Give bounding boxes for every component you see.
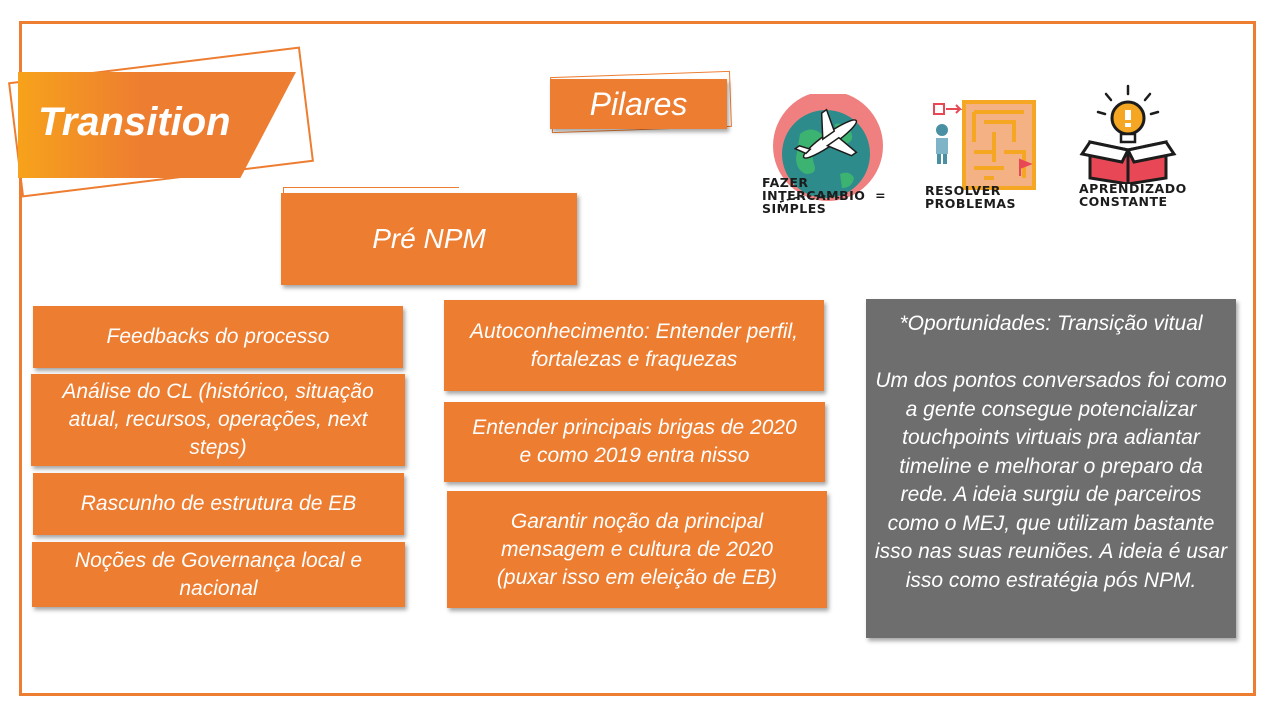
- middle-item-1-text: Autoconhecimento: Entender perfil, fortalezas e fraquezas: [469, 319, 799, 371]
- pillar-intercambio-line-2: INTERCAMBIO =: [762, 188, 887, 203]
- note-heading: *Oportunidades: Transição vitual: [899, 312, 1203, 335]
- left-item-2: [31, 374, 405, 466]
- left-item-1: [33, 306, 403, 368]
- slide-title: Transition: [38, 100, 231, 144]
- pillar-aprendizado-label: [1079, 182, 1187, 208]
- left-item-3: [33, 473, 404, 535]
- pilares-label-text: Pilares: [589, 86, 688, 122]
- left-item-3-text: Rascunho de estrutura de EB: [80, 492, 357, 515]
- opportunities-note: [866, 299, 1236, 638]
- pillar-intercambio-label: [762, 176, 886, 215]
- middle-item-3: [447, 491, 827, 608]
- note-spacer: [866, 339, 1236, 368]
- pillar-aprendizado-line-1: APRENDIZADO: [1079, 181, 1187, 196]
- pillar-intercambio-line-3: SIMPLES: [762, 201, 827, 216]
- pillar-resolver-line-2: PROBLEMAS: [925, 196, 1017, 211]
- pillar-resolver-line-1: RESOLVER: [925, 183, 1001, 198]
- left-item-4-text: Noções de Governança local e nacional: [74, 548, 363, 600]
- pillar-resolver-label: [925, 184, 1016, 210]
- lightbulb-box-icon: [1078, 84, 1188, 184]
- pilares-label: [550, 79, 727, 129]
- left-item-4: [32, 542, 405, 607]
- pillar-intercambio: [760, 94, 890, 224]
- pillar-resolver: [924, 98, 1044, 218]
- left-item-1-text: Feedbacks do processo: [106, 325, 330, 348]
- middle-item-2: [444, 402, 825, 482]
- middle-item-1: [444, 300, 824, 391]
- pillar-aprendizado-line-2: CONSTANTE: [1079, 194, 1168, 209]
- middle-item-3-text: Garantir noção da principal mensagem e cultura de 2020 (puxar isso em eleição de EB): [496, 509, 778, 589]
- middle-item-2-text: Entender principais brigas de 2020 e como 2019 entra nisso: [472, 416, 797, 467]
- pillar-aprendizado: [1078, 84, 1208, 214]
- pre-npm-header-text: Pré NPM: [372, 223, 486, 254]
- left-item-2-text: Análise do CL (histórico, situação atual, recursos, operações, next steps): [62, 380, 374, 459]
- pillar-intercambio-line-1: FAZER: [762, 175, 809, 190]
- note-body: Um dos pontos conversados foi como a gente consegue potencializar touchpoints virtuais pra adiantar timeline e melhorar o preparo da rede. A ideia surgiu de parceiros como o MEJ, que utilizam bastante isso nas suas reuniões. A ideia é usar isso como estratégia pós NPM.: [874, 369, 1228, 592]
- pre-npm-header: [281, 193, 577, 285]
